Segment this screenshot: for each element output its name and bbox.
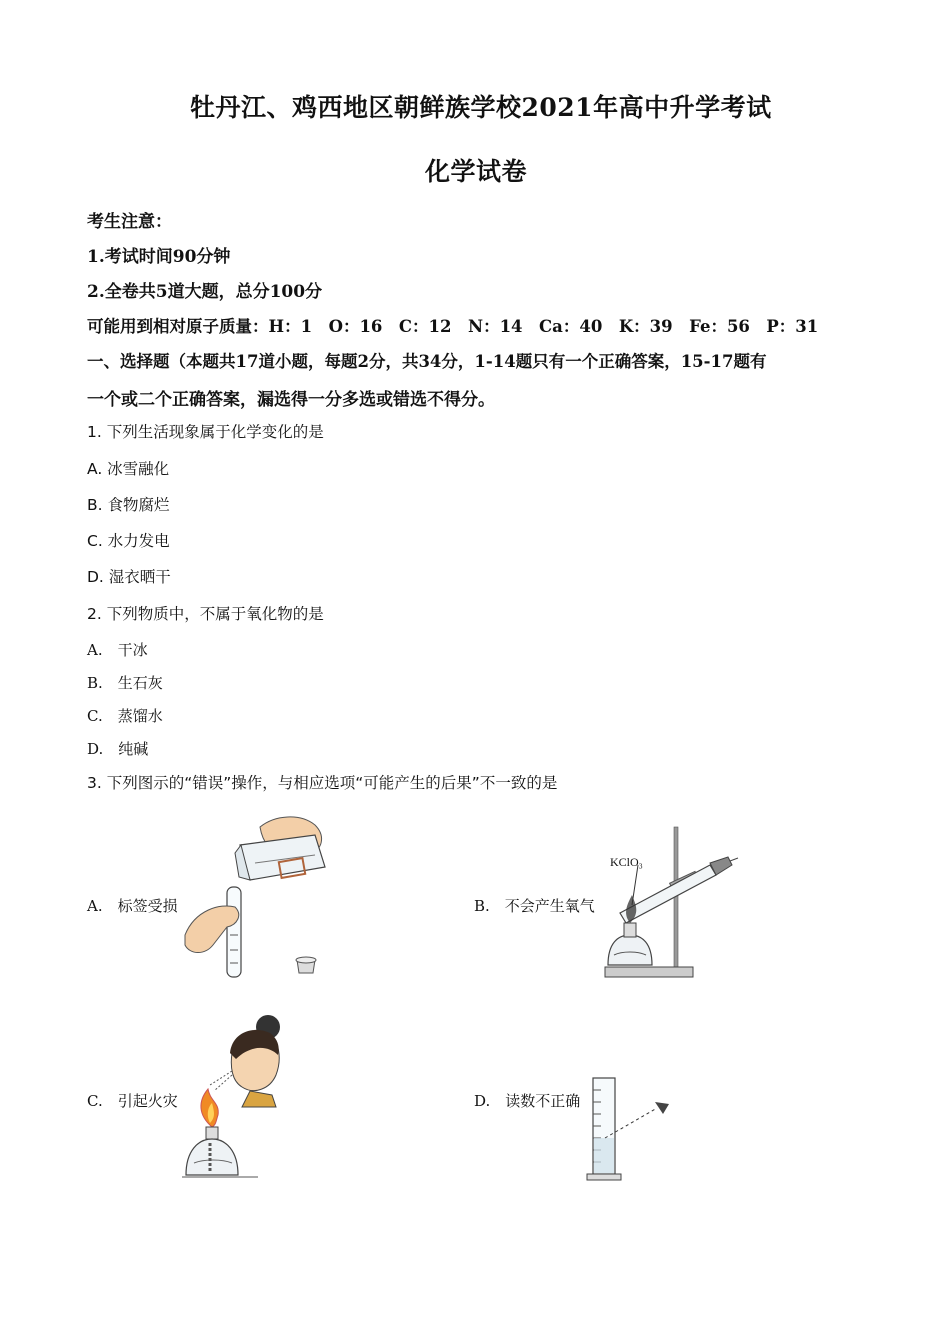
q3-option-d: D. 读数不正确 <box>474 1092 581 1110</box>
q2-option-c: C. 蒸馏水 <box>87 707 163 725</box>
section-heading: 一、选择题（本题共17道小题，每题2分，共34分，1-14题只有一个正确答案，15-17题有 <box>87 352 767 371</box>
section-heading-cont: 一个或二个正确答案，漏选得一分多选或错选不得分。 <box>87 390 495 410</box>
figure-c-blowing-lamp <box>180 1015 290 1185</box>
figure-a-pouring-liquid <box>175 805 335 985</box>
figure-b-label: KClO₃ <box>610 855 643 869</box>
q3-option-b: B. 不会产生氧气 <box>474 897 595 915</box>
notes-heading: 考生注意： <box>87 212 172 232</box>
q3-option-a: A. 标签受损 <box>87 897 178 915</box>
q2-stem: 2. 下列物质中，不属于氧化物的是 <box>87 605 324 623</box>
q2-option-a: A. 干冰 <box>87 641 148 659</box>
atomic-masses: 可能用到相对原子质量：H：1 O：16 C：12 N：14 Ca：40 K：39 Fe：56 P：31 <box>87 317 819 336</box>
q2-option-d: D. 纯碱 <box>87 740 149 758</box>
q1-option-b: B. 食物腐烂 <box>87 496 170 514</box>
figure-b-heating-kclo3 <box>600 825 740 985</box>
q1-stem: 1. 下列生活现象属于化学变化的是 <box>87 423 324 441</box>
note-score: 2.全卷共5道大题，总分100分 <box>87 282 323 302</box>
q2-option-b: B. 生石灰 <box>87 674 163 692</box>
exam-subtitle: 化学试卷 <box>425 157 528 186</box>
q1-option-a: A. 冰雪融化 <box>87 460 170 478</box>
note-time: 1.考试时间90分钟 <box>87 247 231 267</box>
exam-title: 牡丹江、鸡西地区朝鲜族学校2021年高中升学考试 <box>190 93 772 122</box>
q1-option-c: C. 水力发电 <box>87 532 170 550</box>
q3-stem: 3. 下列图示的“错误”操作，与相应选项“可能产生的后果”不一致的是 <box>87 774 558 792</box>
q1-option-d: D. 湿衣晒干 <box>87 568 171 586</box>
figure-d-cylinder-reading <box>585 1070 685 1185</box>
q3-option-c: C. 引起火灾 <box>87 1092 178 1110</box>
